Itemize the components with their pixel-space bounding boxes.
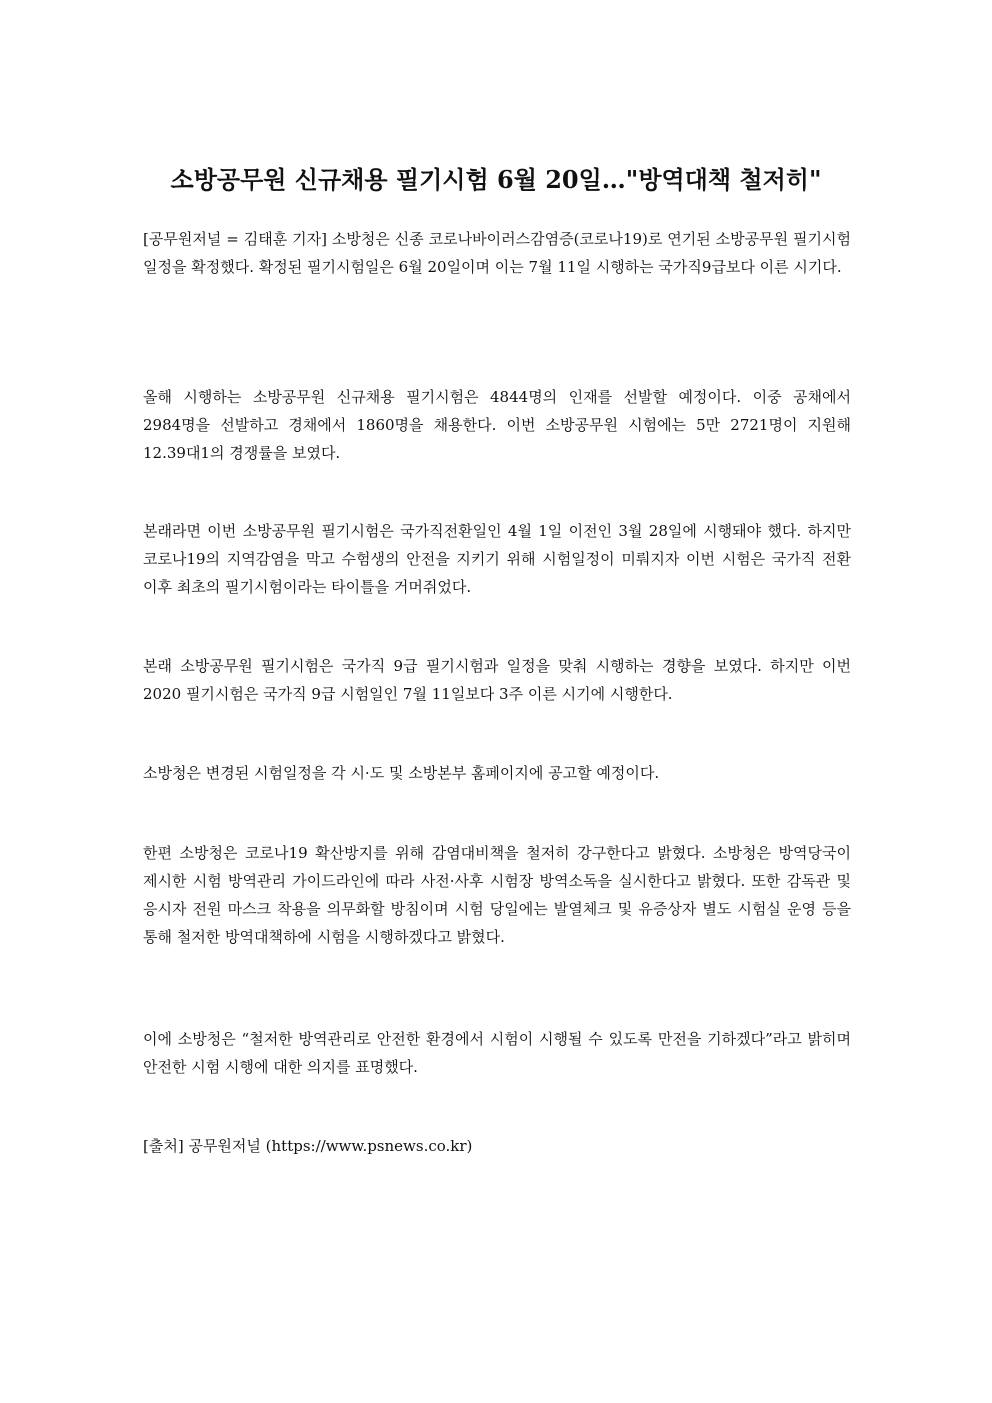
paragraph-quarantine-measures: 한편 소방청은 코로나19 확산방지를 위해 감염대비책을 철저히 강구한다고 밝혔다. 소방청은 방역당국이 제시한 시험 방역관리 가이드라인에 따라 사전·사후 시험장 방역소독을 실시한다고 밝혔다. 또한 감독관 및 응시자 전원 마스크 착용을 의무화할 방침이며 시험 당일에는 발열체크 및 유증상자 별도 시험실 운영 등을 통해 철저한 방역대책하에 시험을 시행하겠다고 밝혔다. [143,844,851,946]
paragraph-exam-timing: 본래 소방공무원 필기시험은 국가직 9급 필기시험과 일정을 맞춰 시행하는 경향을 보였다. 하지만 이번 2020 필기시험은 국가직 9급 시험일인 7월 11일보다 3주 이른 시기에 시행한다. [143,657,851,703]
paragraph-recruitment: 올해 시행하는 소방공무원 신규채용 필기시험은 4844명의 인재를 선발할 예정이다. 이중 공채에서 2984명을 선발하고 경채에서 1860명을 채용한다. 이번 소방공무원 시험에는 5만 2721명이 지원해 12.39대1의 경쟁률을 보였다. [143,388,851,462]
paragraph-announcement: 소방청은 변경된 시험일정을 각 시·도 및 소방본부 홈페이지에 공고할 예정이다. [143,764,660,782]
paragraph-quote: 이에 소방청은 “철저한 방역관리로 안전한 환경에서 시험이 시행될 수 있도록 만전을 기하겠다”라고 밝히며 안전한 시험 시행에 대한 의지를 표명했다. [143,1030,851,1076]
paragraph-lead: [공무원저널 = 김태훈 기자] 소방청은 신종 코로나바이러스감염증(코로나19)로 연기된 소방공무원 필기시험 일정을 확정했다. 확정된 필기시험일은 6월 20일이며 이는 7월 11일 시행하는 국가직9급보다 이른 시기다. [143,230,851,276]
article-title: 소방공무원 신규채용 필기시험 6월 20일…"방역대책 철저히" [170,165,822,194]
paragraph-schedule-change: 본래라면 이번 소방공무원 필기시험은 국가직전환일인 4월 1일 이전인 3월 28일에 시행돼야 했다. 하지만 코로나19의 지역감염을 막고 수험생의 안전을 지키기 위해 시험일정이 미뤄지자 이번 시험은 국가직 전환 이후 최초의 필기시험이라는 타이틀을 거머쥐었다. [143,522,851,596]
source-credit: [출처] 공무원저널 (https://www.psnews.co.kr) [143,1137,473,1155]
